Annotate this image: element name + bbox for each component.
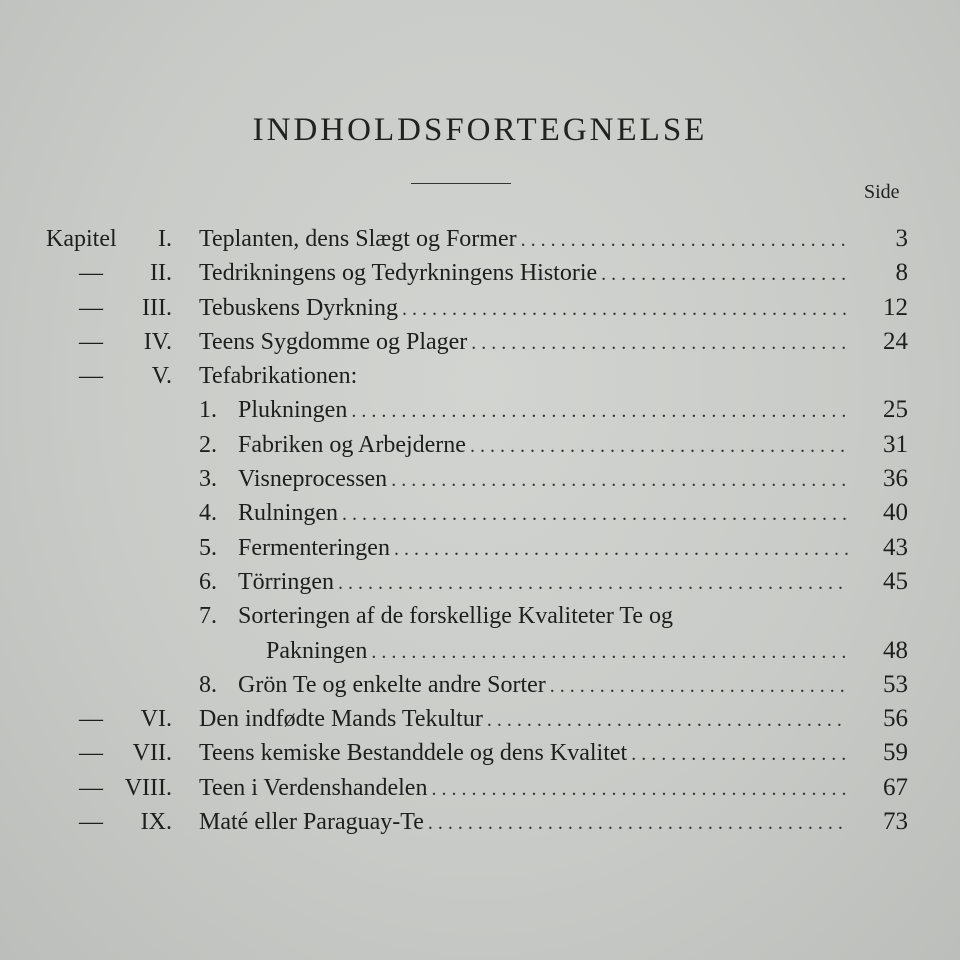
chapter-numeral: VII. (132, 740, 172, 767)
dot-leader (394, 532, 848, 566)
page-number: 73 (883, 808, 908, 836)
ditto-dash: — (79, 363, 103, 390)
toc-row-chapter-1[interactable] (0, 222, 960, 256)
page-number: 40 (883, 499, 908, 527)
page-number: 31 (883, 430, 908, 458)
chapter-numeral: VI. (140, 706, 172, 733)
dot-leader (371, 635, 848, 669)
dot-leader (601, 257, 848, 291)
page-number: 3 (895, 225, 908, 252)
ditto-dash: — (79, 774, 103, 801)
page-number: 36 (883, 465, 908, 493)
dot-leader (342, 497, 848, 531)
dot-leader (470, 429, 848, 463)
page-number: 67 (883, 773, 908, 801)
dot-leader (471, 326, 848, 360)
page-number: 43 (883, 533, 908, 561)
section-title: Visneprocessen (238, 466, 388, 493)
chapter-title: Tebuskens Dyrkning (199, 294, 398, 321)
toc-row-section-7[interactable] (0, 599, 960, 633)
dot-leader (431, 772, 848, 806)
section-title: Sorteringen af de forskellige Kvaliteter Te og (238, 603, 674, 630)
toc-row-section-5[interactable] (0, 531, 960, 565)
page-title: INDHOLDSFORTEGNELSE (252, 112, 708, 148)
page-number: 53 (883, 670, 908, 698)
toc-row-chapter-2[interactable] (0, 256, 960, 290)
ditto-dash: — (79, 294, 103, 321)
page-number: 24 (883, 327, 908, 355)
table-of-contents (0, 222, 960, 839)
dot-leader (521, 223, 848, 257)
toc-row-chapter-3[interactable] (0, 291, 960, 325)
toc-row-chapter-4[interactable] (0, 325, 960, 359)
dot-leader (338, 566, 848, 600)
section-title-continued: Pakningen (266, 637, 368, 664)
page-number: 48 (883, 636, 908, 664)
chapter-numeral: III. (142, 294, 172, 321)
page-number: 45 (883, 567, 908, 595)
ditto-dash: — (79, 706, 103, 733)
chapter-numeral: II. (150, 260, 172, 287)
section-number: 3. (199, 466, 217, 493)
ditto-dash: — (79, 809, 103, 836)
section-number: 4. (199, 500, 217, 527)
dot-leader (487, 703, 848, 737)
chapter-numeral: VIII. (124, 774, 172, 801)
page-column-label: Side (864, 181, 900, 203)
dot-leader (631, 737, 848, 771)
ditto-dash: — (79, 260, 103, 287)
section-title: Törringen (238, 568, 334, 595)
chapter-numeral: I. (158, 226, 172, 252)
page-number: 8 (895, 259, 908, 287)
chapter-numeral: IV. (143, 328, 172, 355)
dot-leader (428, 806, 848, 840)
section-title: Fermenteringen (238, 534, 390, 561)
toc-row-chapter-5[interactable] (0, 359, 960, 393)
toc-row-section-4[interactable] (0, 496, 960, 530)
section-title: Grön Te og enkelte andre Sorter (238, 671, 546, 698)
chapter-title: Maté eller Paraguay-Te (199, 809, 424, 836)
toc-row-section-8[interactable] (0, 668, 960, 702)
dot-leader (391, 463, 848, 497)
chapter-title: Den indfødte Mands Tekultur (199, 706, 483, 733)
section-number: 2. (199, 431, 217, 458)
toc-row-section-6[interactable] (0, 565, 960, 599)
page-number: 59 (883, 739, 908, 767)
section-title: Fabriken og Arbejderne (238, 431, 466, 458)
ditto-dash: — (79, 740, 103, 767)
chapter-numeral: V. (151, 363, 172, 390)
toc-row-chapter-6[interactable] (0, 702, 960, 736)
section-number: 7. (199, 603, 217, 630)
toc-row-chapter-7[interactable] (0, 736, 960, 770)
dot-leader (351, 394, 848, 428)
toc-row-section-2[interactable] (0, 428, 960, 462)
chapter-title: Tefabrikationen: (199, 363, 358, 390)
page-number: 12 (883, 293, 908, 321)
chapter-title: Teens Sygdomme og Plager (199, 328, 468, 355)
section-number: 5. (199, 534, 217, 561)
section-number: 6. (199, 568, 217, 595)
page-number: 56 (883, 705, 908, 733)
toc-row-section-1[interactable] (0, 393, 960, 427)
section-number: 1. (199, 397, 217, 424)
dot-leader (550, 669, 848, 703)
page-number: 25 (883, 396, 908, 424)
toc-row-chapter-9[interactable] (0, 805, 960, 839)
section-title: Rulningen (238, 500, 338, 527)
chapter-prefix: Kapitel (46, 226, 117, 252)
section-title: Plukningen (238, 397, 348, 424)
ditto-dash: — (79, 328, 103, 355)
toc-row-section-3[interactable] (0, 462, 960, 496)
chapter-title: Teens kemiske Bestanddele og dens Kvalitet (199, 740, 628, 767)
toc-row-section-7-continued[interactable] (0, 634, 960, 668)
toc-row-chapter-8[interactable] (0, 771, 960, 805)
section-number: 8. (199, 671, 217, 698)
dot-leader (402, 292, 848, 326)
chapter-title: Teen i Verdenshandelen (199, 774, 428, 801)
title-divider (411, 183, 511, 184)
chapter-title: Teplanten, dens Slægt og Former (199, 226, 517, 252)
chapter-title: Tedrikningens og Tedyrkningens Historie (199, 260, 598, 287)
chapter-numeral: IX. (140, 809, 172, 836)
